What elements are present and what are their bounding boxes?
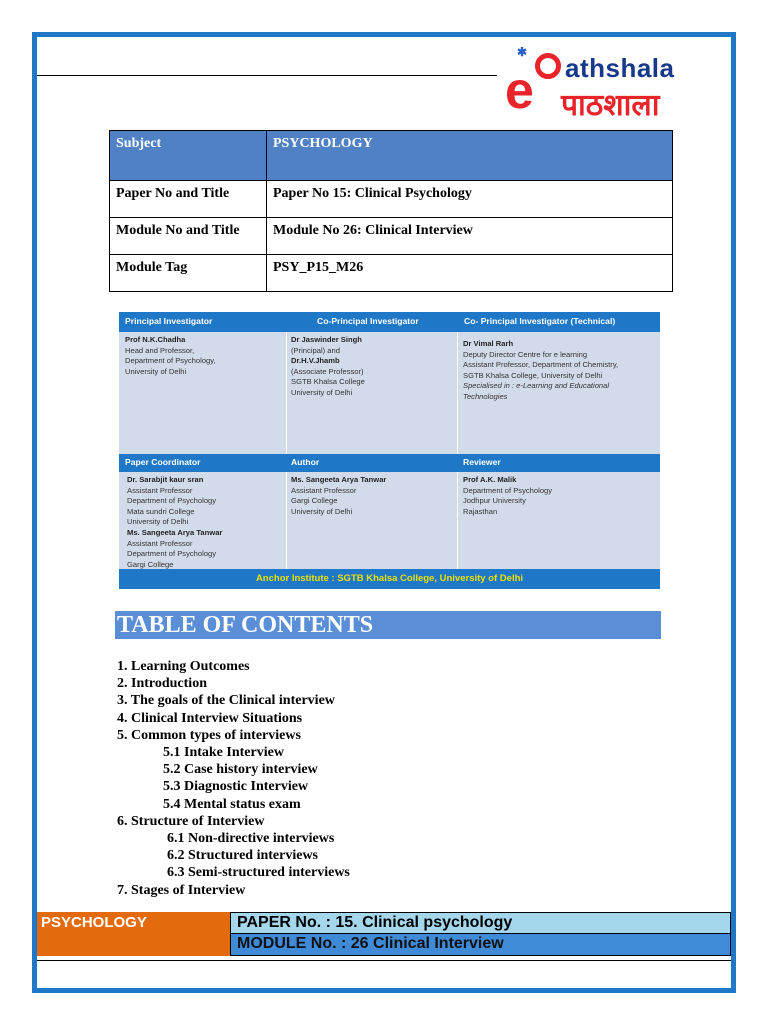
copi-line: (Associate Professor) — [291, 366, 364, 376]
toc-item: 1. Learning Outcomes — [117, 659, 250, 674]
reviewer-name: Prof A.K. Malik — [463, 475, 517, 484]
copi-tech-name: Dr Vimal Rarh — [463, 339, 514, 348]
pi-name: Prof N.K.Chadha — [125, 335, 186, 344]
module-info-table — [109, 130, 673, 292]
coordinator-name: Dr. Sarabjit kaur sran — [127, 475, 204, 484]
coordinator-name: Ms. Sangeeta Arya Tanwar — [127, 527, 223, 537]
toc-title: TABLE OF CONTENTS — [115, 611, 661, 639]
author-name: Ms. Sangeeta Arya Tanwar — [291, 475, 387, 484]
coordinator-line: Gargi College — [127, 559, 174, 569]
info-value: PSYCHOLOGY — [267, 131, 673, 181]
footer-paper: PAPER No. : 15. Clinical psychology — [230, 912, 731, 934]
logo-text-devanagari: पाठशाला — [561, 89, 660, 122]
coordinator-line: Department of Psychology — [127, 549, 217, 559]
toc-subitem: 5.4 Mental status exam — [163, 796, 301, 812]
copi-name: Dr Jaswinder Singh — [291, 335, 362, 344]
toc-subitem: 5.3 Diagnostic Interview — [163, 779, 309, 795]
table-row — [110, 131, 673, 181]
info-value: PSY_P15_M26 — [267, 255, 673, 292]
page-footer — [37, 912, 731, 956]
logo-ring-icon — [535, 53, 561, 79]
anchor-institute-bar: Anchor Institute : SGTB Khalsa College, University of Delhi — [119, 569, 660, 589]
author-details — [291, 475, 386, 517]
copi-line: University of Delhi — [291, 387, 353, 397]
column-divider — [286, 472, 287, 569]
toc-item: 6. Structure of Interview — [117, 813, 265, 829]
toc-item: 5. Common types of interviews — [117, 727, 301, 743]
coordinator-line: University of Delhi — [127, 517, 189, 527]
investigators-header-bar — [119, 312, 660, 332]
info-value: Module No 26: Clinical Interview — [267, 218, 673, 255]
reviewer-details — [463, 475, 552, 517]
reviewer-line: Rajasthan — [463, 506, 498, 516]
column-divider — [286, 332, 287, 454]
copi-tech-line: Assistant Professor, Department of Chemistry, — [463, 360, 619, 370]
copi-tech-line: Deputy Director Centre for e learning — [463, 349, 588, 359]
pi-line: Department of Psychology, — [125, 356, 216, 366]
toc-item: 4. Clinical Interview Situations — [117, 710, 303, 726]
toc-item: 2. Introduction — [117, 676, 207, 692]
footer-subject: PSYCHOLOGY — [37, 912, 230, 956]
info-key: Module No and Title — [110, 218, 267, 255]
epathshala-logo — [497, 45, 737, 122]
investigators-header-bar — [119, 454, 660, 472]
toc-subitem: 5.2 Case history interview — [163, 762, 318, 778]
copi-line: (Principal) and — [291, 345, 340, 355]
author-line: Gargi College — [291, 496, 338, 506]
info-key: Module Tag — [110, 255, 267, 292]
copi-tech-line: Specialised in : e-Learning and Educational — [463, 381, 610, 391]
column-divider — [457, 472, 458, 569]
header-author: Author — [291, 457, 320, 467]
toc-subitem: 6.3 Semi-structured interviews — [167, 865, 350, 881]
toc-item: 3. The goals of the Clinical interview — [117, 693, 335, 709]
table-of-contents — [117, 658, 350, 899]
table-row — [110, 255, 673, 292]
footer-rule — [37, 960, 731, 961]
coordinator-line: Assistant Professor — [127, 485, 193, 495]
co-principal-investigator-details — [291, 335, 365, 399]
copi-name: Dr.H.V.Jhamb — [291, 356, 340, 366]
author-line: Assistant Professor — [291, 485, 357, 495]
logo-letter: e — [505, 62, 534, 120]
table-row — [110, 181, 673, 218]
pi-line: University of Delhi — [125, 366, 187, 376]
principal-investigator-details — [125, 335, 216, 377]
author-line: University of Delhi — [291, 506, 353, 516]
coordinator-line: Department of Psychology — [127, 496, 217, 506]
copi-tech-line: Technologies — [463, 391, 508, 401]
info-key: Paper No and Title — [110, 181, 267, 218]
page-frame — [32, 32, 736, 993]
logo-figure-icon: ✱ — [517, 45, 528, 59]
info-key: Subject — [110, 131, 267, 181]
copi-line: SGTB Khalsa College — [291, 377, 365, 387]
toc-subitem: 5.1 Intake Interview — [163, 745, 284, 761]
copi-tech-line: SGTB Khalsa College, University of Delhi — [463, 370, 603, 380]
header-rule — [37, 75, 497, 76]
reviewer-line: Jodhpur University — [463, 496, 526, 506]
toc-item: 7. Stages of Interview — [117, 882, 246, 898]
header-reviewer: Reviewer — [463, 457, 501, 467]
column-divider — [457, 332, 458, 454]
coordinator-line: Assistant Professor — [127, 538, 193, 548]
header-co-pi-technical: Co- Principal Investigator (Technical) — [464, 316, 616, 326]
logo-text-latin: athshala — [565, 53, 675, 83]
header-principal-investigator: Principal Investigator — [125, 316, 213, 326]
toc-subitem: 6.1 Non-directive interviews — [167, 831, 335, 847]
footer-module: MODULE No. : 26 Clinical Interview — [230, 934, 731, 956]
pi-line: Head and Professor, — [125, 345, 195, 355]
toc-subitem: 6.2 Structured interviews — [167, 848, 318, 864]
header-paper-coordinator: Paper Coordinator — [125, 457, 201, 467]
header-co-principal-investigator: Co-Principal Investigator — [317, 316, 419, 326]
paper-coordinator-details — [127, 475, 222, 581]
info-value: Paper No 15: Clinical Psychology — [267, 181, 673, 218]
co-pi-technical-details — [463, 339, 618, 403]
reviewer-line: Department of Psychology — [463, 485, 553, 495]
table-row — [110, 218, 673, 255]
coordinator-line: Mata sundri College — [127, 506, 195, 516]
investigators-panel — [119, 312, 660, 589]
